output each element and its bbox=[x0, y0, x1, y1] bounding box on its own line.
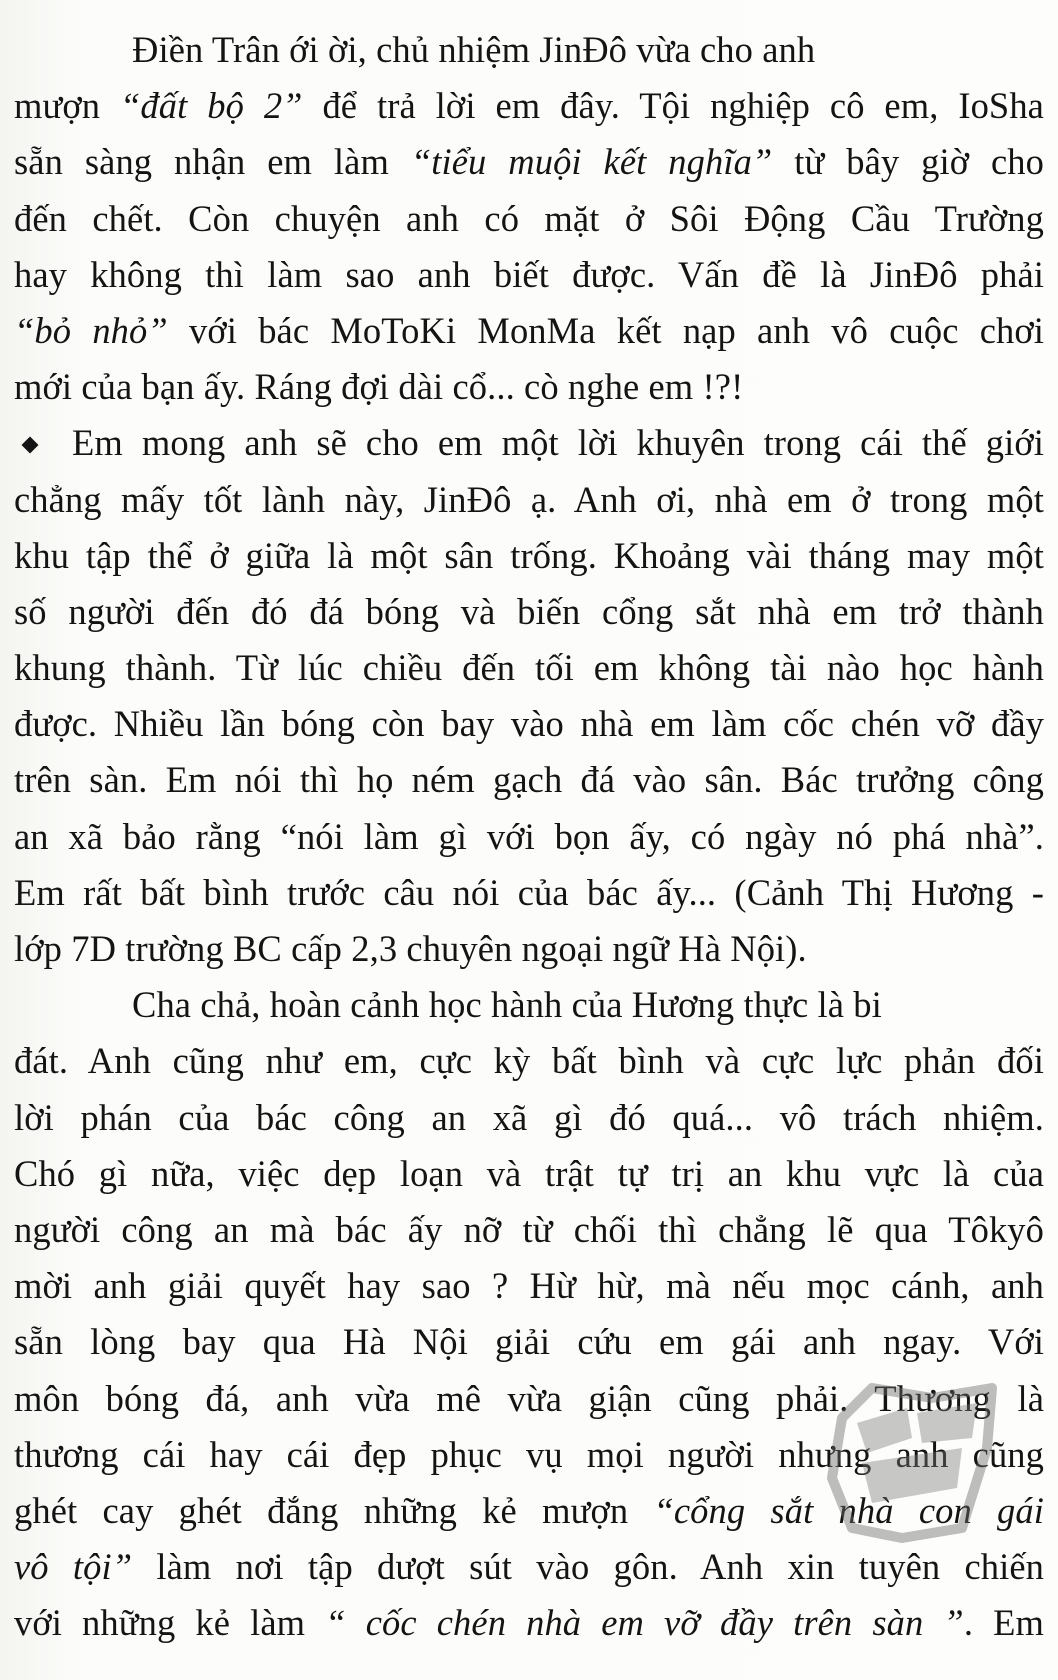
italic-quote-text: vô tội” bbox=[14, 1546, 133, 1588]
text-line bbox=[14, 1033, 1044, 1089]
line-text: sẵn lòng bay qua Hà Nội giải cứu em gái anh ngay. Với bbox=[14, 1321, 1044, 1363]
line-text: Cha chả, hoàn cảnh học hành của Hương thực là bi bbox=[132, 984, 882, 1026]
line-text: Em mong anh sẽ cho em một lời khuyên trong cái thế giới bbox=[72, 422, 1044, 464]
text-line bbox=[14, 921, 1044, 977]
text-line bbox=[14, 977, 1044, 1033]
line-text: lớp 7D trường BC cấp 2,3 chuyên ngoại ngữ Hà Nội). bbox=[14, 928, 807, 969]
line-text: ghét cay ghét đắng những kẻ mượn bbox=[14, 1489, 654, 1531]
text-line bbox=[14, 303, 1044, 359]
italic-quote-text: “cổng sắt nhà con gái bbox=[653, 1489, 1044, 1531]
line-text: chẳng mấy tốt lành này, JinĐô ạ. Anh ơi, nhà em ở trong một bbox=[14, 478, 1044, 520]
line-text: làm nơi tập dượt sút vào gôn. Anh xin tuyên chiến bbox=[132, 1546, 1045, 1588]
line-text: sẵn sàng nhận em làm bbox=[14, 141, 411, 183]
text-line bbox=[14, 134, 1044, 190]
text-line bbox=[14, 752, 1044, 808]
line-text: lời phán của bác công an xã gì đó quá... vô trách nhiệm. bbox=[14, 1096, 1044, 1138]
text-line bbox=[14, 584, 1044, 640]
line-text: an xã bảo rằng “nói làm gì với bọn ấy, có ngày nó phá nhà”. bbox=[14, 815, 1044, 857]
text-line bbox=[14, 640, 1044, 696]
text-line bbox=[14, 191, 1044, 247]
text-line bbox=[14, 359, 1044, 415]
line-text: trên sàn. Em nói thì họ ném gạch đá vào sân. Bác trưởng công bbox=[14, 759, 1044, 801]
text-line bbox=[14, 1146, 1044, 1202]
text-line bbox=[14, 1595, 1044, 1651]
line-text: mời anh giải quyết hay sao ? Hừ hừ, mà nếu mọc cánh, anh bbox=[14, 1265, 1044, 1307]
line-text: từ bây giờ cho bbox=[772, 141, 1044, 183]
line-text: để trả lời em đây. Tội nghiệp cô em, IoSha bbox=[302, 85, 1044, 127]
text-line bbox=[14, 1258, 1044, 1314]
text-line bbox=[14, 865, 1044, 921]
line-text: . Em bbox=[963, 1602, 1045, 1644]
text-line bbox=[14, 472, 1044, 528]
text-line bbox=[14, 1090, 1044, 1146]
text-line bbox=[14, 809, 1044, 865]
italic-quote-text: “ cốc chén nhà em vỡ đầy trên sàn ” bbox=[325, 1602, 964, 1644]
line-text: khu tập thể ở giữa là một sân trống. Khoảng vài tháng may một bbox=[14, 534, 1044, 576]
line-text: Điền Trân ới ời, chủ nhiệm JinĐô vừa cho anh bbox=[132, 29, 816, 70]
line-text: được. Nhiều lần bóng còn bay vào nhà em làm cốc chén vỡ đầy bbox=[14, 703, 1044, 745]
line-text: mới của bạn ấy. Ráng đợi dài cổ... cò nghe em !?! bbox=[14, 366, 744, 408]
italic-quote-text: “tiểu muội kết nghĩa” bbox=[410, 141, 773, 183]
text-line bbox=[14, 415, 1044, 471]
text-line bbox=[14, 78, 1044, 134]
italic-quote-text: “đất bộ 2” bbox=[120, 85, 303, 127]
text-line bbox=[14, 528, 1044, 584]
line-text: hay không thì làm sao anh biết được. Vấn đề là JinĐô phải bbox=[14, 253, 1044, 295]
bullet-diamond-icon bbox=[22, 437, 39, 454]
text-line bbox=[14, 1314, 1044, 1370]
line-text: đến chết. Còn chuyện anh có mặt ở Sôi Động Cầu Trường bbox=[14, 197, 1044, 239]
line-text: với bác MoToKi MonMa kết nạp anh vô cuộc chơi bbox=[167, 309, 1044, 351]
line-text: khung thành. Từ lúc chiều đến tối em không tài nào học hành bbox=[14, 647, 1044, 689]
text-line bbox=[14, 247, 1044, 303]
watermark-logo-icon bbox=[812, 1378, 1012, 1548]
text-line bbox=[14, 1202, 1044, 1258]
line-text: mượn bbox=[14, 85, 121, 127]
line-text: với những kẻ làm bbox=[14, 1602, 326, 1644]
line-text: đát. Anh cũng như em, cực kỳ bất bình và cực lực phản đối bbox=[14, 1040, 1044, 1082]
line-text: số người đến đó đá bóng và biến cổng sắt nhà em trở thành bbox=[14, 590, 1044, 632]
text-line bbox=[14, 696, 1044, 752]
line-text: thương cái hay cái đẹp phục vụ mọi người nhưng anh cũng bbox=[14, 1433, 1044, 1475]
text-line bbox=[14, 22, 1044, 78]
line-text: Em rất bất bình trước câu nói của bác ấy... (Cảnh Thị Hương - bbox=[14, 871, 1044, 913]
italic-quote-text: “bỏ nhỏ” bbox=[14, 309, 168, 351]
line-text: môn bóng đá, anh vừa mê vừa giận cũng phải. Thương là bbox=[14, 1377, 1044, 1419]
line-text: người công an mà bác ấy nỡ từ chối thì chẳng lẽ qua Tôkyô bbox=[14, 1208, 1044, 1250]
line-text: Chó gì nữa, việc dẹp loạn và trật tự trị an khu vực là của bbox=[14, 1152, 1044, 1194]
